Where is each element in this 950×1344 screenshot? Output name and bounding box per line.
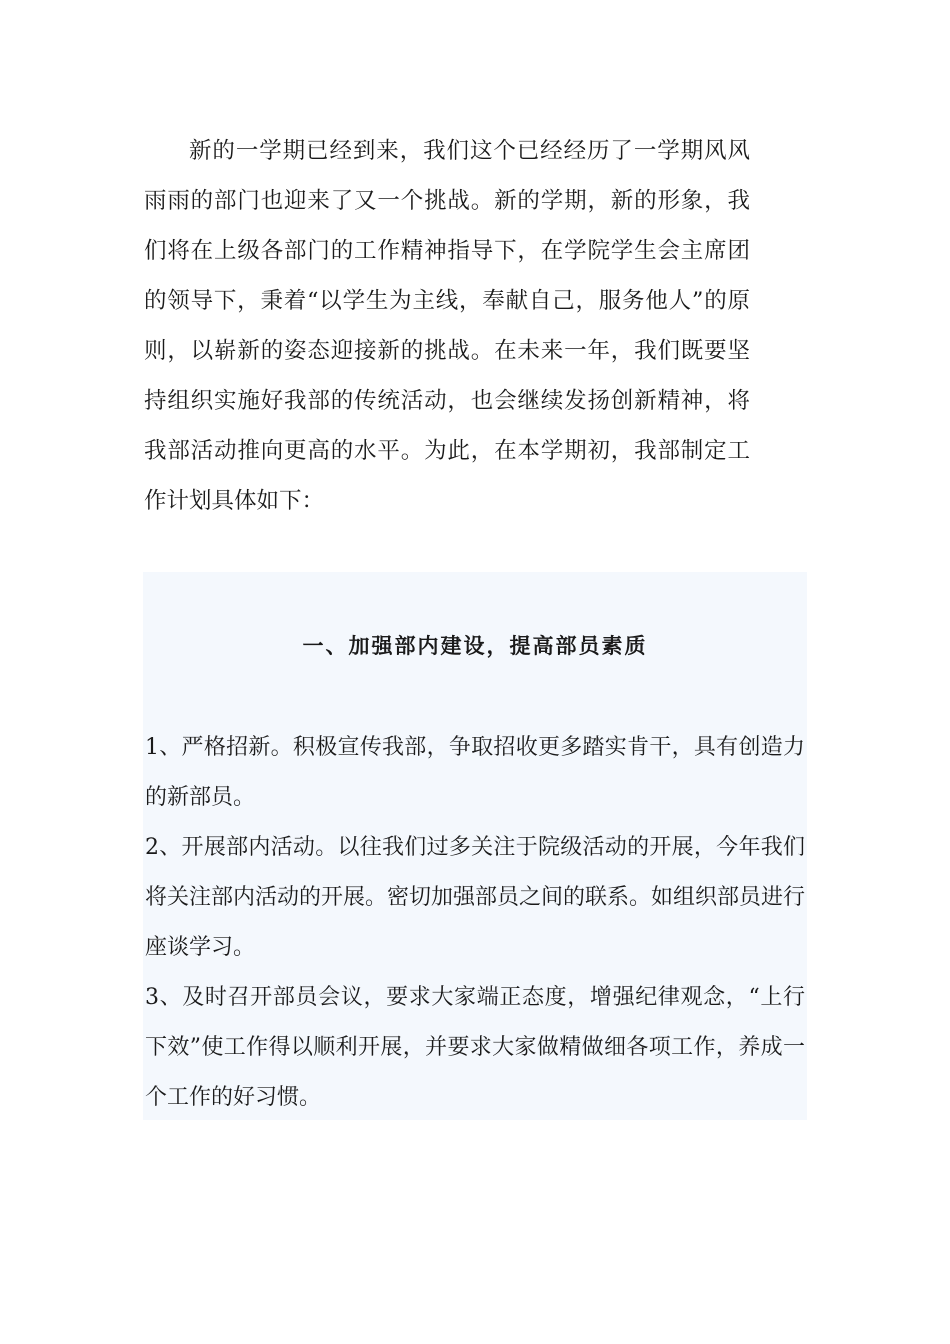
list-item: 2、开展部内活动。以往我们过多关注于院级活动的开展，今年我们将关注部内活动的开展。密切加强部员之间的联系。如组织部员进行座谈学习。	[145, 835, 806, 960]
list-item: 1、严格招新。积极宣传我部，争取招收更多踏实肯干，具有创造力的新部员。	[145, 735, 805, 810]
section-panel	[143, 572, 807, 1120]
section-heading: 一、加强部内建设，提高部员素质	[302, 634, 648, 658]
section-item-list	[145, 723, 805, 1123]
intro-paragraph: 新的一学期已经到来，我们这个已经经历了一学期风风雨雨的部门也迎来了又一个挑战。新的学期，新的形象，我们将在上级各部门的工作精神指导下，在学院学生会主席团的领导下，秉着“以学生为主线，奉献自己，服务他人”的原则，以崭新的姿态迎接新的挑战。在未来一年，我们既要坚持组织实施好我部的传统活动，也会继续发扬创新精神，将我部活动推向更高的水平。为此，在本学期初，我部制定工作计划具体如下：	[144, 138, 750, 514]
list-item: 3、及时召开部员会议，要求大家端正态度，增强纪律观念，“上行下效”使工作得以顺利开展，并要求大家做精做细各项工作，养成一个工作的好习惯。	[145, 985, 805, 1110]
